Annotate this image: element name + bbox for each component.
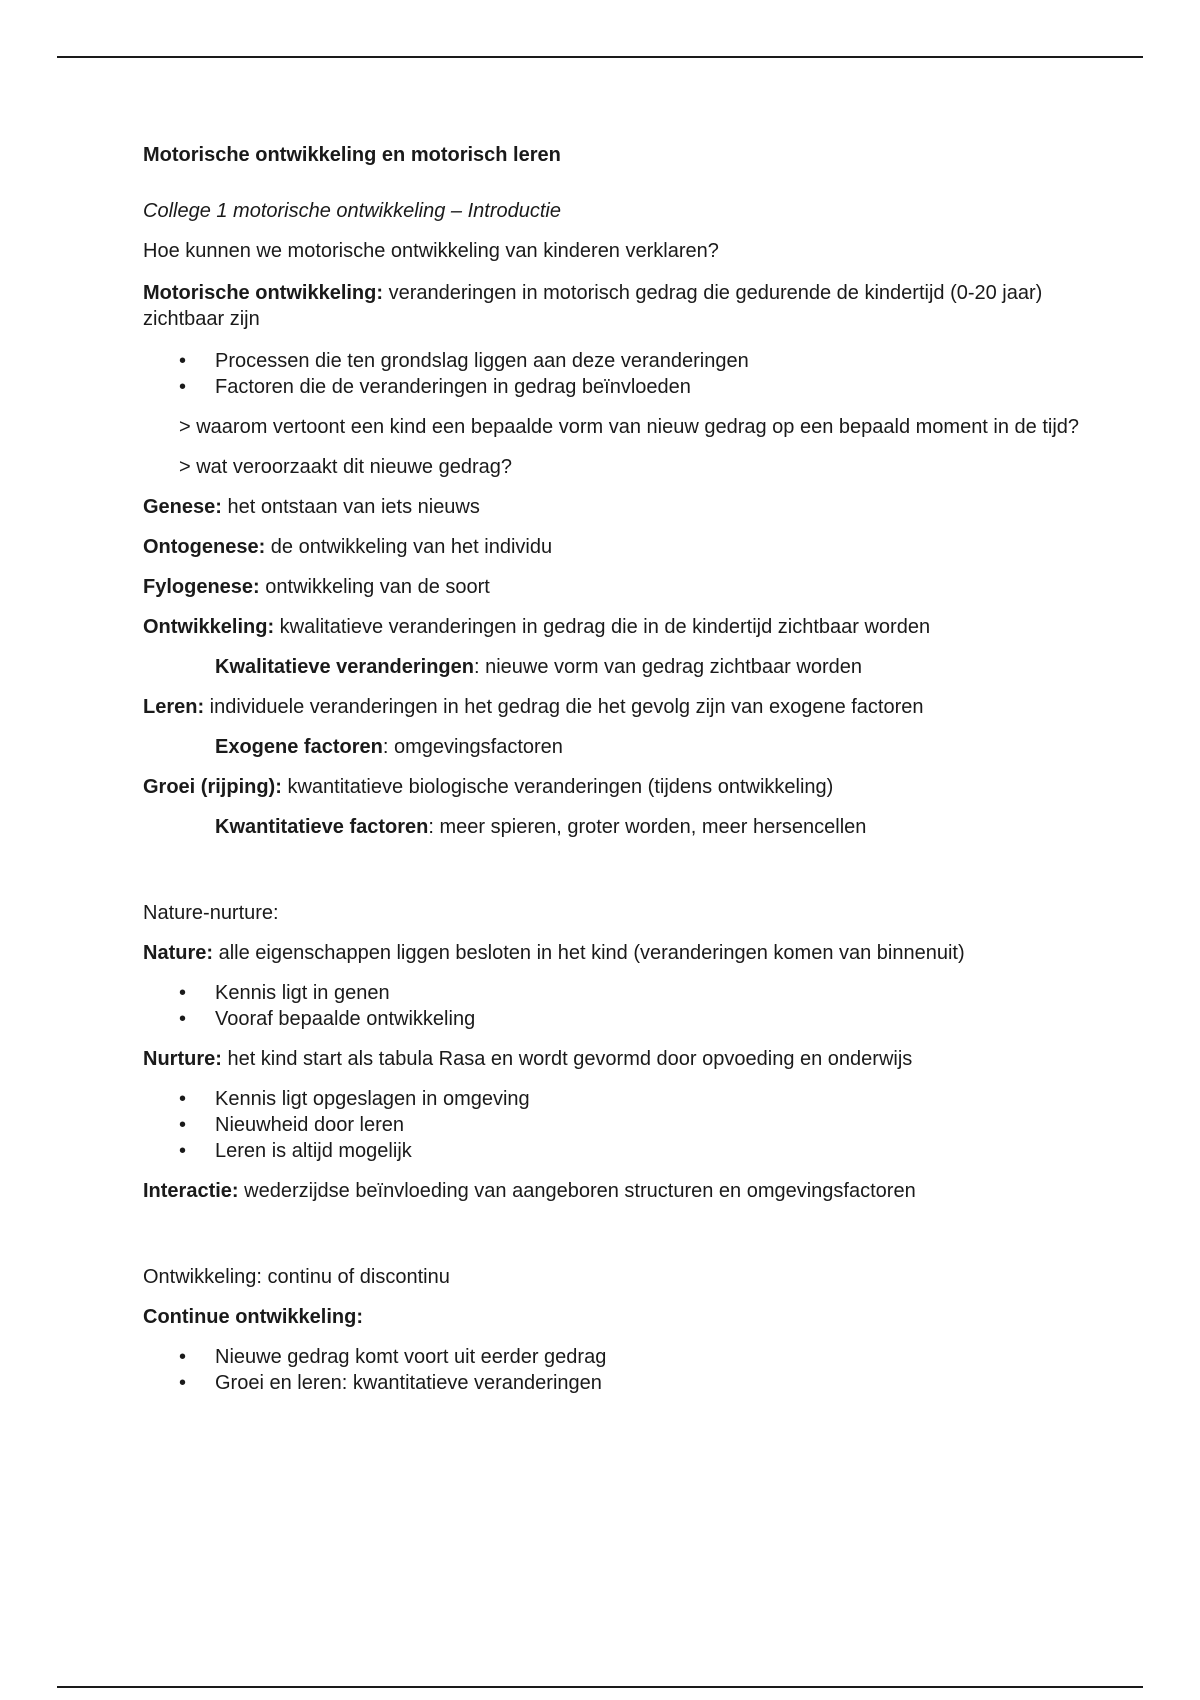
document-body [143, 142, 1083, 1410]
bullet-list-continue [143, 1344, 1083, 1396]
list-item: • Factoren die de veranderingen in gedrag beïnvloeden [179, 374, 1083, 400]
definition-leren [143, 694, 1083, 720]
term-nurture: Nurture: [143, 1048, 222, 1070]
list-item: • Kennis ligt in genen [179, 980, 1083, 1006]
list-item: • Groei en leren: kwantitatieve veranderingen [179, 1370, 1083, 1396]
definition-text: ontwikkeling van de soort [259, 576, 490, 598]
definition-text: : meer spieren, groter worden, meer hersencellen [428, 816, 867, 838]
term-exogene-factoren: Exogene factoren [215, 736, 383, 758]
definition-text: de ontwikkeling van het individu [265, 536, 553, 558]
bullet-list-motorische [143, 348, 1083, 400]
subdefinition-kwantitatieve-factoren [143, 814, 1083, 840]
list-item: • Vooraf bepaalde ontwikkeling [179, 1006, 1083, 1032]
definition-text: veranderingen in motorisch gedrag die gedurende de kindertijd (0-20 jaar) zichtbaar zijn [143, 282, 1043, 330]
definition-text: het kind start als tabula Rasa en wordt gevormd door opvoeding en onderwijs [221, 1048, 913, 1070]
list-item: • Processen die ten grondslag liggen aan deze veranderingen [179, 348, 1083, 374]
bottom-rule [57, 1686, 1143, 1688]
term-kwantitatieve-factoren: Kwantitatieve factoren [215, 816, 429, 838]
definition-motorische-ontwikkeling [143, 280, 1083, 332]
list-item: • Nieuwe gedrag komt voort uit eerder gedrag [179, 1344, 1083, 1370]
lecture-subtitle: College 1 motorische ontwikkeling – Introductie [143, 200, 561, 222]
definition-ontogenese [143, 534, 1083, 560]
term-ontogenese: Ontogenese: [143, 536, 266, 558]
definition-ontwikkeling [143, 614, 1083, 640]
definition-interactie [143, 1178, 1083, 1204]
document-title: Motorische ontwikkeling en motorisch leren [143, 144, 561, 166]
question-wat: > wat veroorzaakt dit nieuwe gedrag? [179, 456, 512, 478]
term-leren: Leren: [143, 696, 205, 718]
definition-text: individuele veranderingen in het gedrag die het gevolg zijn van exogene factoren [204, 696, 924, 718]
bullet-list-nurture [143, 1086, 1083, 1164]
question-waarom: > waarom vertoont een kind een bepaalde vorm van nieuw gedrag op een bepaald moment in de tijd? [179, 416, 1080, 438]
definition-genese [143, 494, 1083, 520]
list-item: • Nieuwheid door leren [179, 1112, 1083, 1138]
term-fylogenese: Fylogenese: [143, 576, 260, 598]
definition-text: kwantitatieve biologische veranderingen (tijdens ontwikkeling) [281, 776, 834, 798]
term-motorische-ontwikkeling: Motorische ontwikkeling: [143, 282, 384, 304]
bullet-list-nature [143, 980, 1083, 1032]
intro-question: Hoe kunnen we motorische ontwikkeling van kinderen verklaren? [143, 240, 719, 262]
term-ontwikkeling: Ontwikkeling: [143, 616, 275, 638]
definition-nurture [143, 1046, 1083, 1072]
list-item: • Leren is altijd mogelijk [179, 1138, 1083, 1164]
term-kwalitatieve-veranderingen: Kwalitatieve veranderingen [215, 656, 474, 678]
subdefinition-exogene-factoren [143, 734, 1083, 760]
subdefinition-kwalitatieve-veranderingen [143, 654, 1083, 680]
definition-text: : omgevingsfactoren [382, 736, 563, 758]
definition-text: : nieuwe vorm van gedrag zichtbaar worden [473, 656, 862, 678]
term-groei: Groei (rijping): [143, 776, 282, 798]
term-genese: Genese: [143, 496, 222, 518]
definition-fylogenese [143, 574, 1083, 600]
term-nature: Nature: [143, 942, 214, 964]
definition-groei [143, 774, 1083, 800]
definition-text: kwalitatieve veranderingen in gedrag die in de kindertijd zichtbaar worden [274, 616, 931, 638]
list-item: • Kennis ligt opgeslagen in omgeving [179, 1086, 1083, 1112]
section-heading-continu: Ontwikkeling: continu of discontinu [143, 1266, 450, 1288]
definition-text: alle eigenschappen liggen besloten in het kind (veranderingen komen van binnenuit) [213, 942, 965, 964]
term-interactie: Interactie: [143, 1180, 239, 1202]
definition-nature [143, 940, 1083, 966]
top-rule [57, 56, 1143, 58]
definition-text: wederzijdse beïnvloeding van aangeboren structuren en omgevingsfactoren [238, 1180, 916, 1202]
definition-continue-ontwikkeling [143, 1304, 1083, 1330]
term-continue-ontwikkeling: Continue ontwikkeling: [143, 1306, 363, 1328]
section-heading-nature-nurture: Nature-nurture: [143, 902, 279, 924]
definition-text: het ontstaan van iets nieuws [221, 496, 480, 518]
